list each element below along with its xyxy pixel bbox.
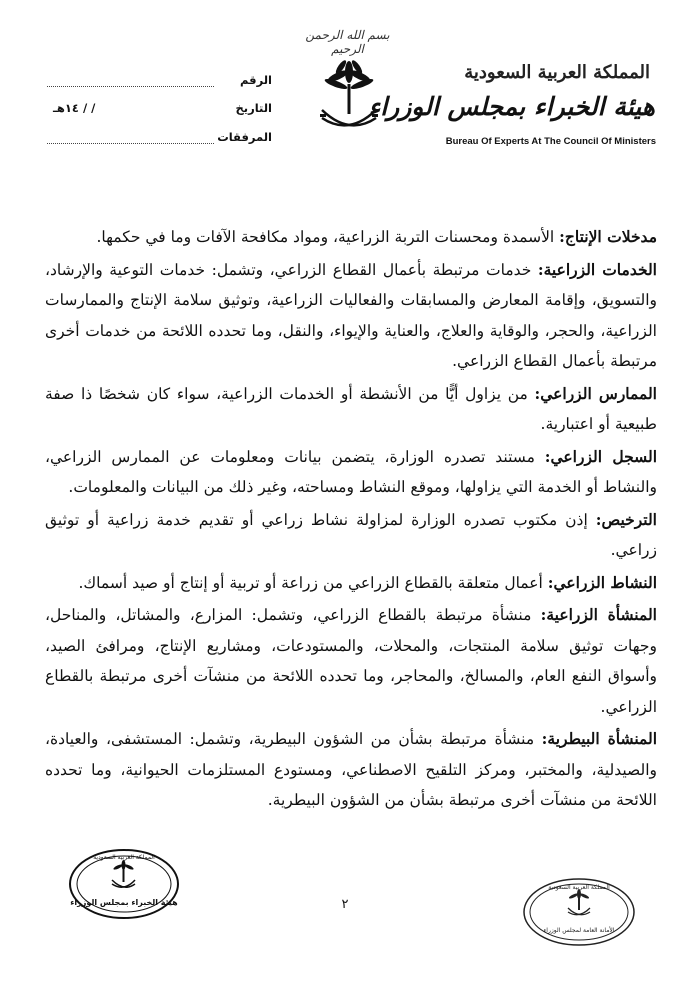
- definition-item: [45, 379, 657, 440]
- bureau-name-arabic: هيئة الخبراء بمجلس الوزراء: [368, 92, 655, 121]
- reference-number-row: [47, 72, 272, 87]
- seal-right-top-text: المملكة العربية السعودية: [548, 884, 610, 891]
- bureau-name-english: Bureau Of Experts At The Council Of Ministers: [445, 136, 656, 147]
- attachments-row: [47, 129, 272, 144]
- page-number: ٢: [341, 897, 349, 912]
- basmala: بسم الله الرحمن الرحيم: [305, 28, 390, 56]
- definition-text: خدمات مرتبطة بأعمال القطاع الزراعي، وتشمل: خدمات التوعية والإرشاد، والتسويق، وإقامة المعارض والمسابقات والفعاليات الزراعية، وتوثيق سلامة الإنتاج والممارسات الزراعية، والحجر، والوقاية والعلاج، والعناية والإيواء، والنقل، وما تحدده اللائحة من خدمات أخرى مرتبطة بأعمال القطاع الزراعي.: [45, 260, 657, 370]
- definition-term: السجل الزراعي:: [544, 446, 658, 466]
- definition-item: [45, 600, 657, 722]
- definition-text: من يزاول أيًّا من الأنشطة أو الخدمات الزراعية، سواء كان شخصًا ذا صفة طبيعية أو اعتبارية.: [45, 384, 657, 433]
- date-row: [47, 101, 272, 115]
- definitions-list: [45, 222, 657, 818]
- seal-left-top-text: المملكة العربية السعودية: [93, 854, 155, 861]
- date-label: التاريخ: [235, 101, 272, 115]
- definition-term: الخدمات الزراعية:: [537, 259, 657, 279]
- definition-text: منشأة مرتبطة بالقطاع الزراعي، وتشمل: المزارع، والمشاتل، والمناحل، وجهات توثيق سلامة المنتجات، والمحلات، والمستودعات، ومشاريع الإنتاج، ومرافئ الصيد، وأسواق النفع العام، والمسالخ، والمحاجر، وما تحدده اللائحة من منشآت أخرى مرتبطة بالقطاع الزراعي.: [45, 606, 657, 716]
- seal-right-bottom-text: الأمانة العامة لمجلس الوزراء: [543, 927, 615, 934]
- definition-item: [45, 505, 657, 566]
- definition-term: المنشأة البيطرية:: [541, 729, 658, 748]
- definition-term: الترخيص:: [595, 509, 657, 529]
- definition-item: [45, 222, 657, 253]
- attachments-field: [47, 129, 214, 144]
- definition-term: الممارس الزراعي:: [534, 383, 657, 403]
- definition-text: الأسمدة ومحسنات التربة الزراعية، ومواد مكافحة الآفات وما في حكمها.: [96, 228, 560, 246]
- reference-number-label: الرقم: [240, 73, 272, 87]
- definition-text: منشأة مرتبطة بشأن من الشؤون البيطرية، وتشمل: المستشفى، والعيادة، والصيدلية، والمختبر، ومركز التلقيح الاصطناعي، ومستودع المستلزمات الحيوانية، وما تحدده اللائحة من منشآت أخرى مرتبطة بشأن من الشؤون البيطرية.: [45, 730, 657, 809]
- definition-term: النشاط الزراعي:: [547, 572, 657, 592]
- bureau-seal-stamp: [68, 848, 180, 920]
- date-value: / / ١٤هـ: [53, 101, 96, 115]
- definition-item: [45, 442, 657, 503]
- secretariat-seal-stamp: [522, 876, 637, 948]
- definition-item: [45, 724, 657, 816]
- definition-text: إذن مكتوب تصدره الوزارة لمزاولة نشاط زراعي أو تقديم خدمة زراعية أو توثيق زراعي.: [45, 510, 657, 559]
- definition-item: [45, 568, 657, 599]
- definition-item: [45, 255, 657, 377]
- definition-text: أعمال متعلقة بالقطاع الزراعي من زراعة أو تربية أو إنتاج أو صيد أسماك.: [78, 573, 548, 592]
- reference-number-field: [47, 72, 214, 87]
- seal-left-bottom-text: هيئة الخبراء بمجلس الوزراء: [70, 898, 178, 907]
- definition-term: مدخلات الإنتاج:: [559, 227, 657, 246]
- kingdom-name: المملكة العربية السعودية: [464, 62, 650, 83]
- definition-term: المنشأة الزراعية:: [540, 605, 657, 624]
- definition-text: مستند تصدره الوزارة، يتضمن بيانات ومعلومات عن الممارس الزراعي، والنشاط أو الخدمة التي يزاولها، وموقع النشاط ومساحته، وغير ذلك من البيانات والمعلومات.: [45, 447, 657, 496]
- attachments-label: المرفقات: [217, 130, 272, 144]
